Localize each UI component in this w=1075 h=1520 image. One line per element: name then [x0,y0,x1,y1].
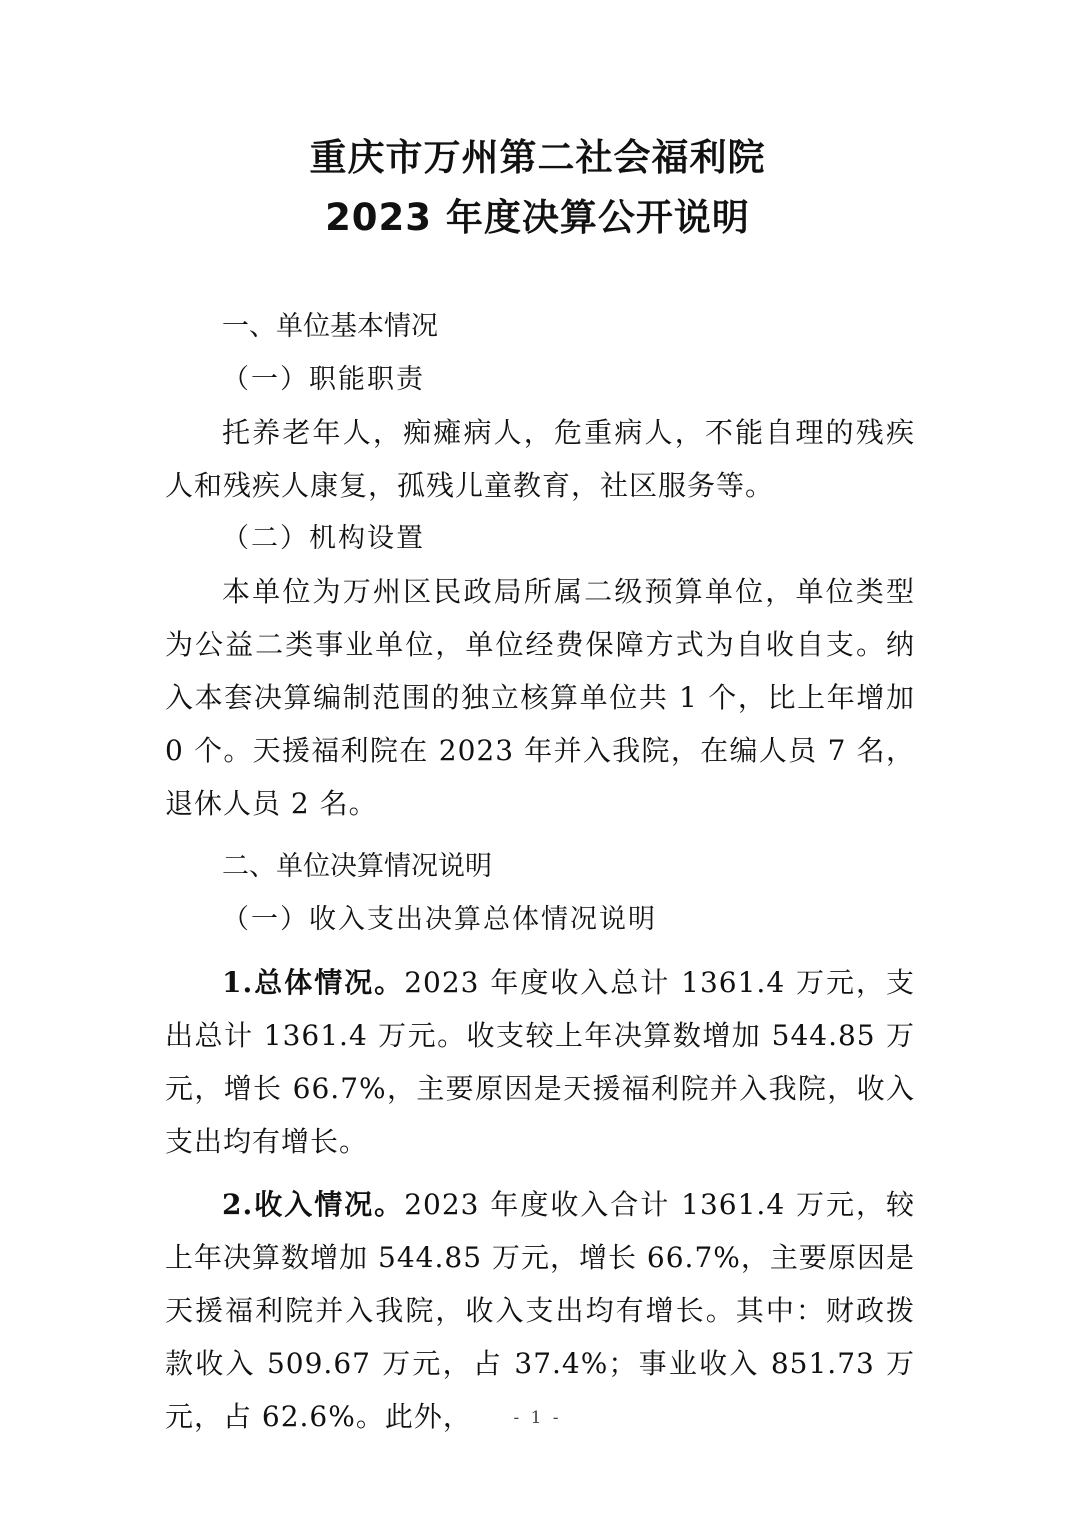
item-2-lead: 2.收入情况。 [222,1188,405,1221]
section-1-sub-2-text: 本单位为万州区民政局所属二级预算单位，单位类型为公益二类事业单位，单位经费保障方式为自收自支。纳入本套决算编制范围的独立核算单位共 1 个，比上年增加 0 个。天援福利院在 2023 年并入我院，在编人员 7 名，退休人员 2 名。 [165,575,915,820]
section-2-heading: 二、单位决算情况说明 [222,851,492,882]
page-number: - 1 - [513,1408,562,1428]
document-body [165,300,915,1443]
title-line-1: 重庆市万州第二社会福利院 [309,136,766,179]
item-2-text: 2023 年度收入合计 1361.4 万元，较上年决算数增加 544.85 万元，增长 66.7%，主要原因是天援福利院并入我院，收入支出均有增长。其中：财政拨款收入 509.67 万元，占 37.4%；事业收入 851.73 万元，占 62.6%。此外， [165,1188,916,1433]
section-2-sub-1-heading: （一）收入支出决算总体情况说明 [222,904,657,935]
item-2-paragraph [165,1178,915,1443]
item-1-text: 2023 年度收入总计 1361.4 万元，支出总计 1361.4 万元。收支较上年决算数增加 544.85 万元，增长 66.7%，主要原因是天援福利院并入我院，收入支出均有增长。 [165,966,916,1158]
item-1-lead: 1.总体情况。 [222,966,405,999]
title-line-2: 2023 年度决算公开说明 [325,196,750,239]
section-1-sub-2-heading: （二）机构设置 [222,523,425,554]
section-1-sub-1-text: 托养老年人，痴瘫病人，危重病人，不能自理的残疾人和残疾人康复，孤残儿童教育，社区服务等。 [165,416,915,502]
section-1-sub-1-heading: （一）职能职责 [222,364,425,395]
document-title [0,128,1075,248]
item-1-paragraph [165,956,915,1168]
section-1-heading: 一、单位基本情况 [222,311,438,342]
